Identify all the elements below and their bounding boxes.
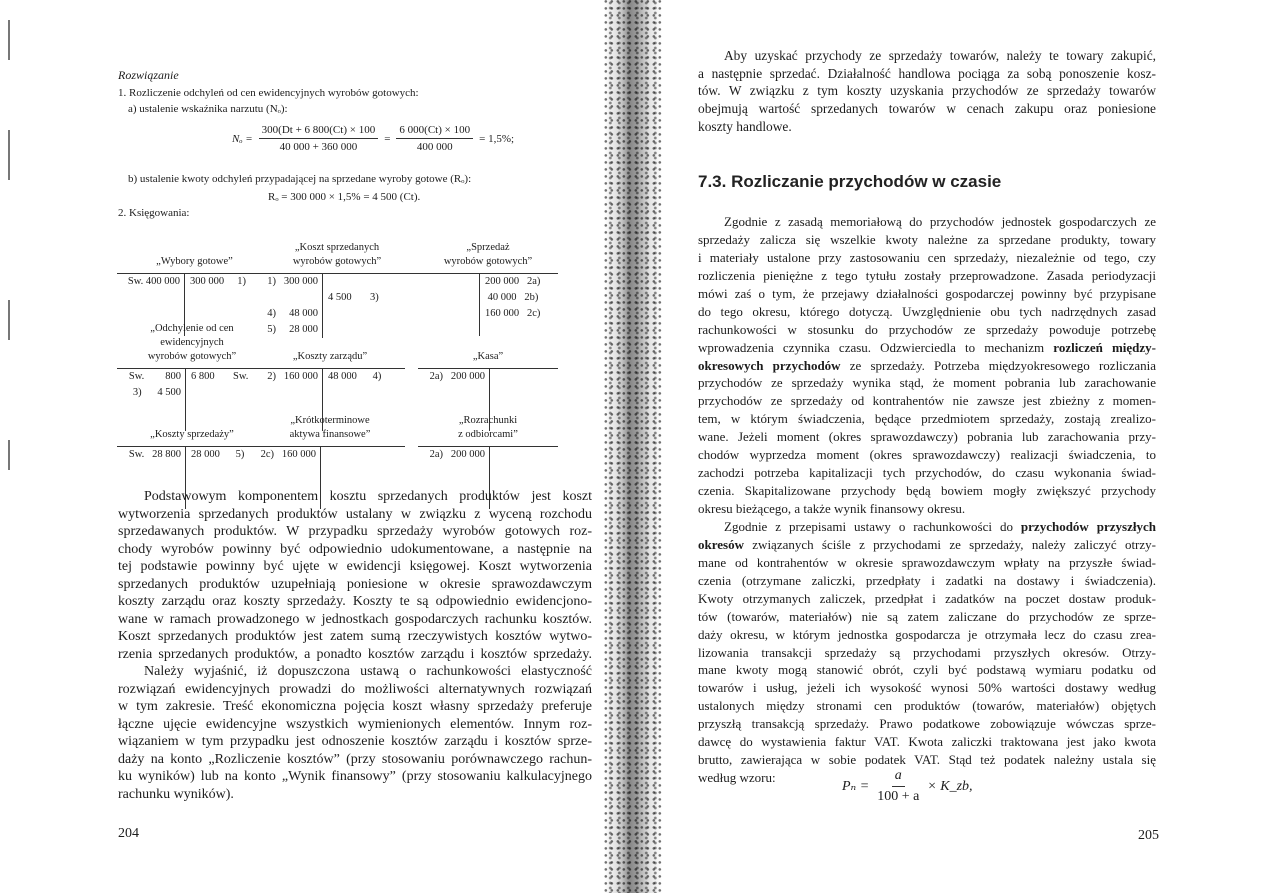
text-segment: przychodów ze sprzedaży wynika stąd, że moment pobrania lub zarachowanie bbox=[698, 375, 1156, 391]
text-line bbox=[698, 249, 1156, 267]
account-body bbox=[117, 368, 267, 431]
step-1a-text: a) ustalenie wskaźnika narzutu (Nₒ): bbox=[128, 103, 288, 115]
fraction-numerator: 300(Dt + 6 800(Ct) × 100 bbox=[259, 124, 379, 139]
debit-entry: 3) 4 500 bbox=[132, 387, 181, 398]
credit-entry: 6 800 Sw. bbox=[191, 371, 249, 382]
page-number-right: 205 bbox=[1138, 828, 1159, 843]
account-title bbox=[117, 255, 272, 273]
text-line bbox=[698, 590, 1156, 608]
credit-entry: 200 000 2a) bbox=[485, 276, 541, 287]
fraction bbox=[874, 768, 922, 805]
text-line bbox=[698, 339, 1156, 357]
step-1b-text: b) ustalenie kwoty odchyleń przypadającej na sprzedane wyroby gotowe (Rₒ): bbox=[128, 173, 472, 185]
text-line bbox=[698, 285, 1156, 303]
text-segment: tem, w którym świadczenia, będące przedmiotem sprzedaży, zostają zrealizo- bbox=[698, 411, 1156, 427]
text-line bbox=[698, 428, 1156, 446]
text-segment: mane od kontrahentów w okresie sprawozdawczym wpłaty na przyszłe świad- bbox=[698, 554, 1156, 570]
text-line bbox=[698, 679, 1156, 697]
text-segment: Kwoty otrzymanych zaliczek, przedpłat i zadatków na poczet dostaw produk- bbox=[698, 590, 1156, 606]
text-segment: wprowadzenia czynnika czasu. Odzwierciedla to mechanizm bbox=[698, 339, 1054, 355]
debit-entry: 2a) 200 000 bbox=[429, 371, 485, 382]
text-segment: Zgodnie z przepisami ustawy o rachunkowości do bbox=[724, 518, 1021, 534]
equals-sign: = bbox=[384, 132, 391, 145]
text-line bbox=[698, 608, 1156, 626]
fraction-denominator: 100 + a bbox=[877, 789, 920, 804]
debit-entry: Sw. 800 bbox=[128, 371, 181, 382]
text-line bbox=[698, 697, 1156, 715]
credit-entry: 300 000 1) bbox=[190, 276, 246, 287]
account-title bbox=[418, 350, 558, 368]
text-line bbox=[698, 626, 1156, 644]
text-segment: związanych ściśle z przychodami ze sprzedaży, należy zaliczyć otrzy- bbox=[743, 536, 1156, 552]
text-line bbox=[698, 661, 1156, 679]
text-segment: okresu bieżącego, a także wynik finansowy okresu. bbox=[698, 501, 966, 516]
text-line bbox=[698, 751, 1156, 769]
account-title bbox=[255, 414, 405, 446]
text-segment: i materiały ustalone przy zastosowaniu cen sprzedaży, niezależnie od tego, czy bbox=[698, 249, 1156, 265]
account-title-line: „Rozrachunki bbox=[458, 415, 518, 426]
advance-tax-formula bbox=[842, 768, 973, 805]
text-line: tów. W związku z tym koszty uzyskania przychodów ze sprzedaży towarów bbox=[698, 83, 1156, 99]
text-line: łączne ujęcie ewidencyjne wszystkich wymienionych elementów. Innym roz- bbox=[118, 716, 592, 732]
variance-amount-formula: Rₒ = 300 000 × 1,5% = 4 500 (Ct). bbox=[268, 191, 421, 203]
account-title-line: wyrobów gotowych” bbox=[443, 256, 533, 267]
text-line bbox=[698, 536, 1156, 554]
debit-side bbox=[117, 369, 186, 431]
credit-entry: 40 000 2b) bbox=[485, 292, 539, 303]
debit-entry: 5) 28 000 bbox=[267, 324, 318, 335]
text-segment: rozliczenia pieniężne z tego tytułu zostały przeprowadzone. Zasada periodyzacji bbox=[698, 267, 1156, 283]
debit-entry: Sw. 28 800 bbox=[128, 449, 181, 460]
text-line bbox=[698, 482, 1156, 500]
scan-edge-mark bbox=[8, 130, 10, 180]
text-line bbox=[698, 464, 1156, 482]
account-body bbox=[253, 273, 421, 338]
text-segment: mówi zaś o tym, że przejawy działalności gospodarczej powinny być przypisane bbox=[698, 285, 1156, 301]
text-line: chody wyrobów powinny być odpowiednio udokumentowane, a następnie na bbox=[118, 541, 592, 557]
fraction-denominator: 400 000 bbox=[416, 141, 453, 153]
text-segment: daży okresu, w którym jednostka gospodarcza je otrzymała lecz do czasu zrea- bbox=[698, 626, 1156, 642]
formula-lhs: Pₙ = bbox=[842, 779, 870, 794]
formula-rhs: × K_zb, bbox=[927, 778, 973, 794]
account-title-line: „Wybory gotowe” bbox=[156, 256, 233, 267]
text-segment: ustalonych między stronami cen produktów (towarów, materiałów) objętych bbox=[698, 698, 1156, 714]
bold-term: okresowych przychodów bbox=[698, 357, 841, 373]
scan-edge-mark bbox=[8, 440, 10, 470]
bold-term: rozliczeń między- bbox=[1053, 339, 1156, 355]
text-segment: towarów i usług, jeżeli ich wysokość wynosi 50% wartości dostawy według bbox=[698, 680, 1156, 696]
right-page-paragraphs bbox=[698, 213, 1156, 787]
text-line: wiązaniem w tym przypadku jest odnoszenie kosztów zarządu i kosztów sprze- bbox=[118, 734, 592, 749]
text-line: wane w ramach prowadzonego w jednostkach gospodarczych rachunku kosztów. bbox=[118, 611, 592, 627]
book-gutter-shadow bbox=[604, 0, 662, 893]
text-line bbox=[698, 374, 1156, 392]
scan-edge-mark bbox=[8, 300, 10, 340]
text-line bbox=[698, 644, 1156, 662]
text-line bbox=[698, 554, 1156, 572]
text-segment: przyszłą transakcją sprzedaży. Prawo podatkowe zobowiązuje wówczas sprze- bbox=[698, 716, 1156, 732]
debit-entry: 2c) 160 000 bbox=[260, 449, 316, 460]
text-line: rozwiązań ewidencyjnych prowadzi do możliwości alternatywnych rozwiązań bbox=[118, 681, 592, 697]
account-title-line: „Sprzedaż bbox=[466, 242, 510, 253]
account-title-line: aktywa finansowe” bbox=[289, 429, 371, 440]
account-title-line: „Koszt sprzedanych bbox=[294, 242, 380, 253]
account-title bbox=[117, 322, 267, 368]
account-title-line: „Kasa” bbox=[472, 351, 504, 362]
text-line: koszty zarządu oraz koszty sprzedaży. Koszty te są odpowiednio ewidencjono- bbox=[118, 594, 592, 609]
account-title-line: z odbiorcami” bbox=[458, 429, 518, 440]
t-account bbox=[117, 323, 267, 431]
text-segment: zachodzi potrzeba kapitalizacji tych przychodów, do czasu wykonania świad- bbox=[698, 465, 1156, 481]
step-2-text: 2. Księgowania: bbox=[118, 207, 190, 219]
bold-term: przychodów przyszłych bbox=[1020, 518, 1156, 534]
page-number-left: 204 bbox=[118, 826, 139, 841]
account-title bbox=[117, 428, 267, 446]
text-segment: do tego okresu, którego dotyczą. Uwzględnienie obu tych nadrzędnych zasad bbox=[698, 303, 1156, 319]
formula-result: = 1,5%; bbox=[479, 132, 515, 145]
t-account bbox=[418, 242, 558, 336]
text-line: w tym zakresie. Treść ekonomiczna pojęcia koszt własny sprzedaży preferuje bbox=[118, 699, 592, 714]
text-line bbox=[698, 410, 1156, 428]
markup-ratio-formula bbox=[232, 124, 514, 153]
text-line bbox=[698, 500, 1156, 518]
debit-entry: 4) 48 000 bbox=[267, 308, 318, 319]
debit-entry: 1) 300 000 bbox=[267, 276, 318, 287]
account-title bbox=[418, 414, 558, 446]
text-line: Należy wyjaśnić, iż dopuszczona ustawą o rachunkowości elastyczność bbox=[144, 664, 592, 679]
credit-side bbox=[480, 274, 558, 336]
credit-entry: 48 000 4) bbox=[328, 371, 382, 382]
account-title-line: „Odchylenie od cen bbox=[150, 323, 234, 334]
text-line bbox=[698, 518, 1156, 536]
fraction-numerator: 6 000(Ct) × 100 bbox=[396, 124, 473, 139]
text-segment: czenia (otrzymane zaliczki, przedpłaty i zadatki na dostawy i świadczenia). bbox=[698, 572, 1156, 588]
fraction-1 bbox=[259, 124, 379, 153]
text-line bbox=[698, 572, 1156, 590]
text-line bbox=[698, 733, 1156, 751]
text-segment: chodów wyprzedza moment (okres sprawozdawczy) realizacji świadczenia, to bbox=[698, 447, 1156, 463]
text-line: tej podstawie powinny być ujęte w ewidencji księgowej. Koszt wytworzenia bbox=[118, 559, 592, 574]
credit-entry: 28 000 5) bbox=[191, 449, 245, 460]
text-line: koszty handlowe. bbox=[698, 118, 792, 134]
fraction-denominator: 40 000 + 360 000 bbox=[279, 141, 358, 153]
account-title bbox=[418, 241, 558, 273]
section-heading: 7.3. Rozliczanie przychodów w czasie bbox=[698, 172, 1002, 191]
text-line: rachunku wyników). bbox=[118, 786, 234, 802]
text-line: rzenia sprzedanych produktów, a ponadto kosztów zarządu i kosztów sprzedaży. bbox=[118, 646, 592, 662]
account-title-line: wyrobów gotowych” bbox=[147, 351, 237, 362]
text-line bbox=[698, 321, 1156, 339]
credit-entry: 160 000 2c) bbox=[485, 308, 541, 319]
bold-term: okresów bbox=[698, 536, 744, 552]
fraction-2 bbox=[396, 124, 473, 153]
text-segment: tów (towarów, materiałów) nie są zatem zaliczane do przychodów ze sprze- bbox=[698, 608, 1156, 624]
credit-entry bbox=[328, 274, 421, 290]
text-segment: lizowania transakcji sprzedaży są przychodami przyszłych okresów. Otrzy- bbox=[698, 644, 1156, 660]
text-line bbox=[698, 357, 1156, 375]
text-line: Podstawowym komponentem kosztu sprzedanych produktów jest koszt bbox=[144, 489, 592, 504]
text-segment: wane. Jeżeli moment (okres sprawozdawczy) pobrania lub zarachowania przy- bbox=[698, 429, 1156, 445]
formula-lhs: Nₒ = bbox=[232, 132, 253, 145]
left-page-paragraphs bbox=[118, 488, 592, 803]
text-segment: sprzedaży zalicza się wszelkie kwoty należne za sprzedane produkty, towary bbox=[698, 231, 1156, 247]
debit-side bbox=[418, 274, 480, 336]
text-line: sprzedanych produktów uzupełniają poniesione w okresie sprawozdawczym bbox=[118, 576, 592, 592]
text-line bbox=[698, 213, 1156, 231]
text-line: sprzedawanych produktów. W przypadku sprzedaży wyrobów gotowych roz- bbox=[118, 524, 592, 539]
text-line: obejmują wartość sprzedanych towarów w cenach zakupu oraz poniesione bbox=[698, 101, 1156, 117]
text-line: Koszt sprzedanych produktów jest zatem sumą rzeczywistych kosztów wytwo- bbox=[118, 629, 592, 644]
account-title-line: „Koszty zarządu” bbox=[292, 351, 368, 362]
account-title-line: ewidencyjnych bbox=[160, 337, 224, 348]
account-title-line: „Koszty sprzedaży” bbox=[150, 429, 234, 440]
text-segment: dawcę do wystawienia faktur VAT. Kwota zaliczki traktowana jest jako kwota bbox=[698, 734, 1156, 750]
text-segment: przychodów ze sprzedaży od kontrahentów nie zawsze jest zbieżny z momen- bbox=[698, 393, 1156, 409]
text-segment: czenia. Skapitalizowane przychody będą bowiem mogły zwiększyć przychody bbox=[698, 483, 1156, 499]
account-title-line: „Krótkoterminowe bbox=[290, 415, 370, 426]
solution-heading: Rozwiązanie bbox=[118, 68, 179, 82]
text-line bbox=[698, 231, 1156, 249]
right-page-intro bbox=[698, 47, 1156, 135]
credit-entry: 4 500 3) bbox=[328, 292, 379, 303]
text-line: daży na konto „Rozliczenie kosztów” (przy stosowaniu porównawczego rachun- bbox=[118, 751, 592, 767]
text-segment: Zgodnie z zasadą memoriałową do przychodów jednostek gospodarczych ze bbox=[724, 214, 1156, 229]
text-segment: mane kwoty mogą stanowić obrót, czyli być podstawą wymiaru podatku od bbox=[698, 662, 1156, 678]
account-title-line: wyrobów gotowych” bbox=[292, 256, 382, 267]
text-line: ku wyników) lub na konto „Wynik finansowy” (przy stosowaniu kalkulacyjnego bbox=[118, 769, 592, 784]
text-segment: brutto, zawierająca w sobie podatek VAT. Stąd też podatek należny ustala się bbox=[698, 752, 1156, 768]
account-title bbox=[255, 350, 405, 368]
text-line bbox=[698, 715, 1156, 733]
text-line: wytworzenia sprzedanych produktów ustalany w związku z wyceną rozchodu bbox=[118, 506, 592, 522]
text-line bbox=[698, 392, 1156, 410]
credit-side bbox=[323, 274, 421, 338]
text-line bbox=[698, 267, 1156, 285]
text-segment: według wzoru: bbox=[698, 770, 776, 786]
debit-entry bbox=[253, 290, 318, 306]
debit-entry: 2) 160 000 bbox=[267, 371, 318, 382]
step-1-text: 1. Rozliczenie odchyleń od cen ewidencyjnych wyrobów gotowych: bbox=[118, 87, 419, 99]
text-segment: ze sprzedaży. Potrzeba międzyokresowego rozliczania bbox=[840, 357, 1156, 373]
debit-entry: Sw. 400 000 bbox=[127, 276, 180, 287]
text-line bbox=[698, 303, 1156, 321]
scan-edge-mark bbox=[8, 20, 10, 60]
debit-entry: 2a) 200 000 bbox=[429, 449, 485, 460]
account-body bbox=[418, 273, 558, 336]
text-line bbox=[698, 446, 1156, 464]
fraction-numerator: a bbox=[892, 768, 905, 787]
account-title bbox=[253, 241, 421, 273]
text-segment: rachunkowości w stosunku do przychodów ze sprzedaży powoduje potrzebę bbox=[698, 321, 1156, 337]
t-account bbox=[253, 242, 421, 338]
text-line: Aby uzyskać przychody ze sprzedaży towarów, należy te towary zakupić, bbox=[724, 48, 1156, 63]
text-line: a następnie sprzedać. Działalność handlowa pociąga za sobą ponoszenie kosz- bbox=[698, 65, 1156, 81]
